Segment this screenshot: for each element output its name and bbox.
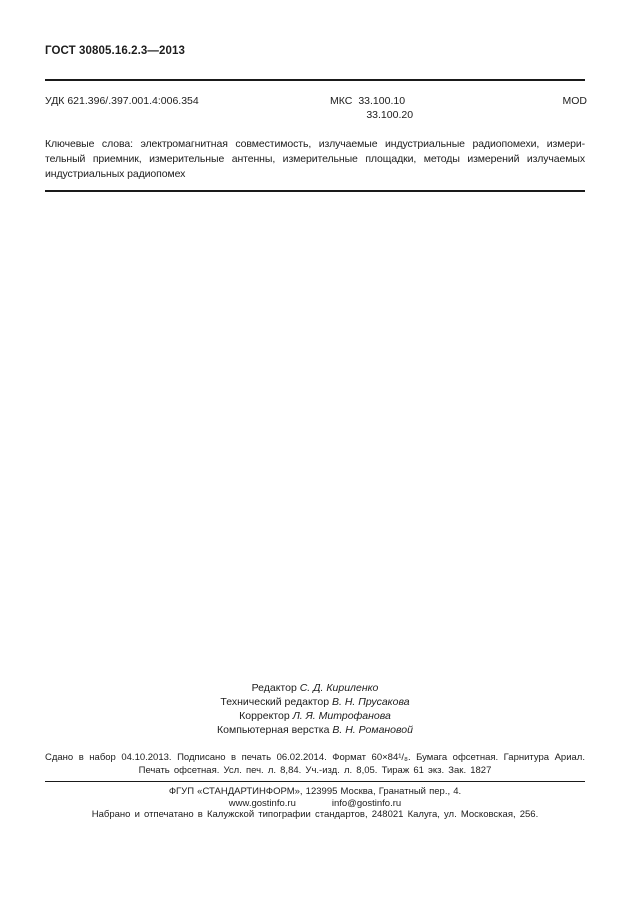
editor-role: Редактор	[251, 682, 297, 694]
keywords-line-2: тельный приемник, измерительные антенны, измерительные площадки, методы измерений излучаемых	[45, 153, 585, 165]
keywords-paragraph	[45, 137, 585, 182]
udk-code: УДК 621.396/.397.001.4:006.354	[45, 95, 199, 107]
mks-block	[330, 95, 413, 122]
editor-name: В. Н. Романовой	[332, 724, 413, 736]
publisher-email: info@gostinfo.ru	[331, 797, 402, 809]
editor-line	[45, 723, 585, 737]
publisher-contacts	[45, 798, 585, 810]
mks-code-1: 33.100.10	[358, 95, 406, 107]
editor-name: В. Н. Прусакова	[331, 696, 410, 708]
colophon-editors	[45, 681, 585, 737]
keywords-divider-rule	[45, 190, 585, 192]
editor-line	[45, 695, 585, 709]
editor-name: С. Д. Кириленко	[299, 682, 379, 694]
imprint-divider-rule	[45, 781, 585, 782]
publisher-website: www.gostinfo.ru	[228, 797, 296, 809]
mks-label: МКС	[330, 95, 353, 107]
imprint-block	[45, 751, 585, 777]
publisher-block	[45, 786, 585, 821]
editor-role: Компьютерная верстка	[217, 724, 330, 736]
keywords-line-1: Ключевые слова: электромагнитная совместимость, излучаемые индустриальные радиопомехи, измери-	[45, 138, 585, 150]
mks-codes	[358, 95, 413, 122]
keywords-line-3: индустриальных радиопомех	[45, 168, 186, 180]
header-divider-rule	[45, 79, 585, 81]
editor-line	[45, 709, 585, 723]
mod-label: MOD	[562, 95, 587, 107]
mks-code-2: 33.100.20	[366, 108, 414, 121]
doc-number-header: ГОСТ 30805.16.2.3—2013	[45, 45, 185, 57]
imprint-line-2: Печать офсетная. Усл. печ. л. 8,84. Уч.-изд. л. 8,05. Тираж 61 экз. Зак. 1827	[138, 765, 492, 776]
editor-line	[45, 681, 585, 695]
imprint-line-1: Сдано в набор 04.10.2013. Подписано в печать 06.02.2014. Формат 60×84¹/₈. Бумага офсетная. Гарнитура Ариал.	[45, 752, 585, 763]
printing-house-line: Набрано и отпечатано в Калужской типографии стандартов, 248021 Калуга, ул. Московская, 256.	[91, 809, 539, 820]
editor-role: Технический редактор	[220, 696, 330, 708]
publisher-address: ФГУП «СТАНДАРТИНФОРМ», 123995 Москва, Гранатный пер., 4.	[168, 786, 462, 797]
editor-role: Корректор	[239, 710, 290, 722]
editor-name: Л. Я. Митрофанова	[292, 710, 391, 722]
